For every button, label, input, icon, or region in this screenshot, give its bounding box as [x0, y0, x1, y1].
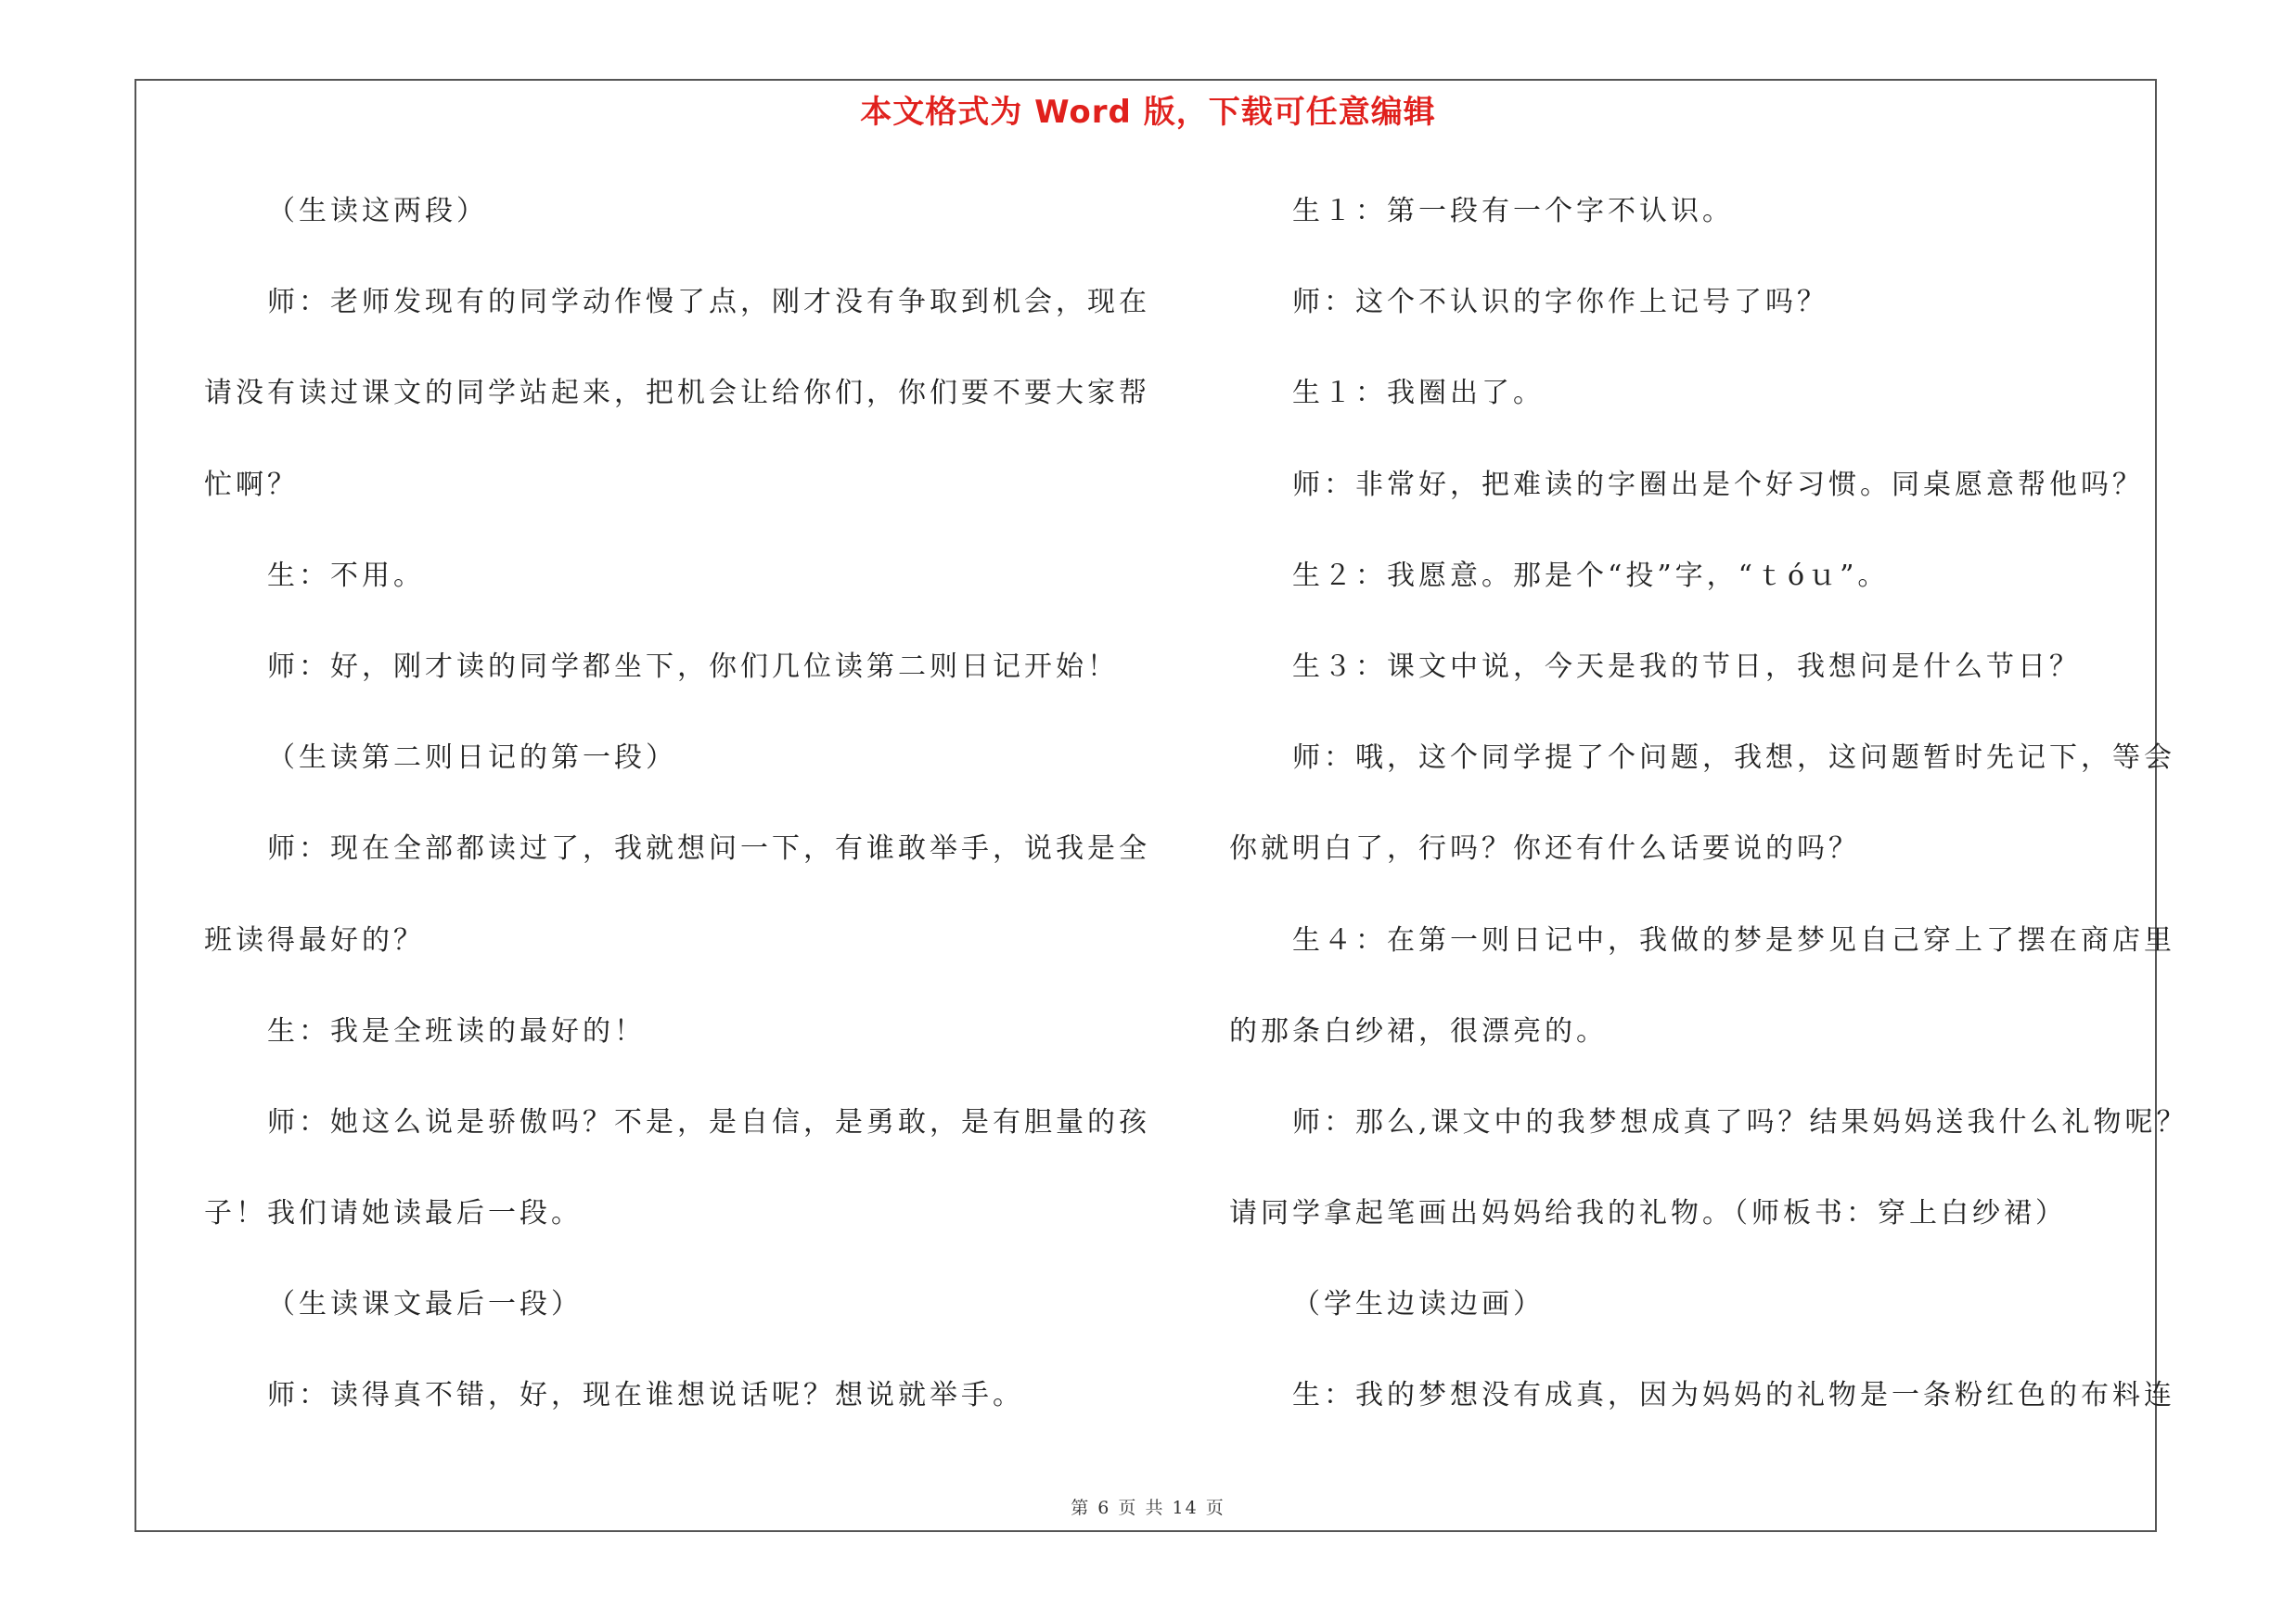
paragraph-line: 师：那么,课文中的我梦想成真了吗？结果妈妈送我什么礼物呢？ [1292, 1105, 2188, 1139]
paragraph-line: 师：哦，这个同学提了个问题，我想，这问题暂时先记下，等会 [1292, 741, 2175, 775]
paragraph-line: 生：我的梦想没有成真，因为妈妈的礼物是一条粉红色的布料连 [1292, 1379, 2175, 1412]
paragraph-line: 师：非常好，把难读的字圈出是个好习惯。同桌愿意帮他吗？ [1292, 468, 2144, 501]
paragraph-line: 子！我们请她读最后一段。 [204, 1197, 583, 1230]
paragraph-line: 生４：在第一则日记中，我做的梦是梦见自己穿上了摆在商店里 [1292, 923, 2175, 957]
paragraph-line: 生：不用。 [267, 559, 425, 592]
paragraph-line: 师：好，刚才读的同学都坐下，你们几位读第二则日记开始！ [267, 650, 1119, 683]
right-column [1229, 182, 2188, 1458]
paragraph-line: 的那条白纱裙，很漂亮的。 [1229, 1014, 1608, 1048]
paragraph-line: 生３：课文中说，今天是我的节日，我想问是什么节日？ [1292, 650, 2081, 683]
paragraph-line: 师：读得真不错，好，现在谁想说话呢？想说就举手。 [267, 1379, 1024, 1412]
paragraph-line: 你就明白了，行吗？你还有什么话要说的吗？ [1229, 832, 1860, 866]
paragraph-line: 生２：我愿意。那是个“投”字，“ｔóｕ”。 [1292, 559, 1890, 592]
paragraph-line: 班读得最好的？ [204, 923, 425, 957]
paragraph-line: 请没有读过课文的同学站起来，把机会让给你们，你们要不要大家帮 [204, 377, 1150, 410]
paragraph-line: （生读这两段） [267, 195, 488, 227]
left-column [204, 182, 1150, 1458]
paragraph-line: 生１：第一段有一个字不认识。 [1292, 195, 1734, 227]
paragraph-line: 师：现在全部都读过了，我就想问一下，有谁敢举手，说我是全 [267, 832, 1150, 866]
paragraph-line: （生读课文最后一段） [267, 1288, 583, 1321]
header-banner: 本文格式为 Word 版，下载可任意编辑 [860, 94, 1436, 131]
paragraph-line: 请同学拿起笔画出妈妈给我的礼物。（师板书：穿上白纱裙） [1229, 1197, 2067, 1230]
paragraph-line: 忙啊？ [204, 468, 299, 501]
paragraph-line: 师：她这么说是骄傲吗？不是，是自信，是勇敢，是有胆量的孩 [267, 1105, 1150, 1139]
paragraph-line: 生１：我圈出了。 [1292, 377, 1545, 410]
page-number-footer: 第 6 页 共 14 页 [1071, 1498, 1225, 1518]
paragraph-line: 师：老师发现有的同学动作慢了点，刚才没有争取到机会，现在 [267, 286, 1150, 319]
paragraph-line: 生：我是全班读的最好的！ [267, 1014, 646, 1048]
paragraph-line: （学生边读边画） [1292, 1288, 1545, 1321]
paragraph-line: 师：这个不认识的字你作上记号了吗？ [1292, 286, 1828, 319]
paragraph-line: （生读第二则日记的第一段） [267, 741, 677, 775]
